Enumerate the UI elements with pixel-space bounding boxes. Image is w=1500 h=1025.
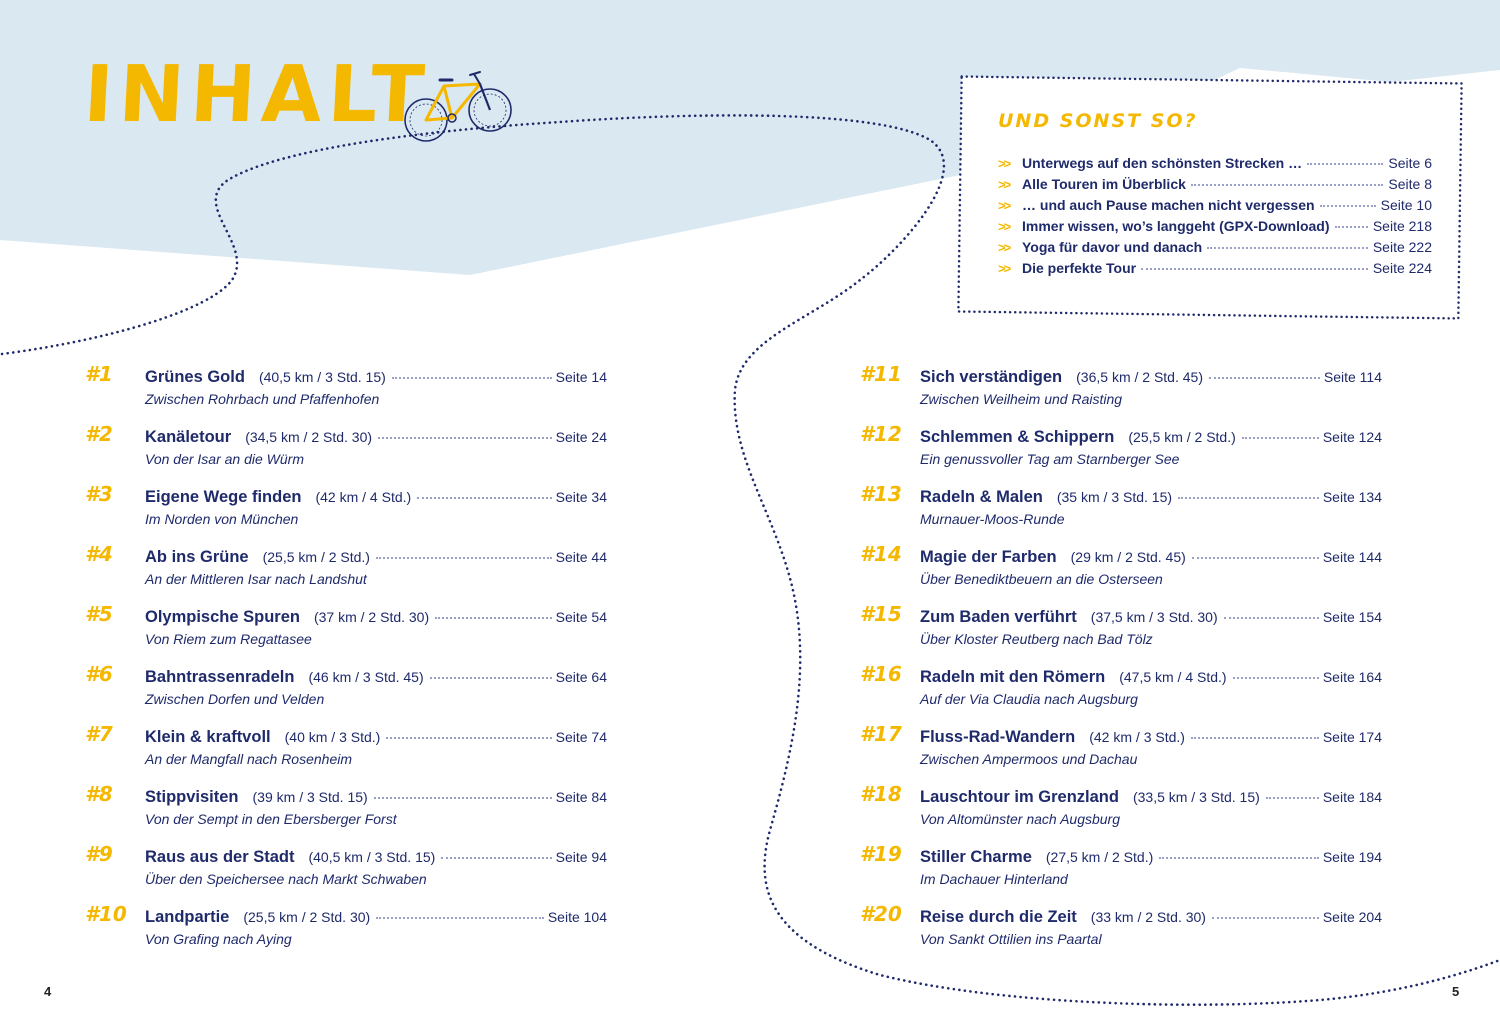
tour-page: Seite 24 [555,429,607,445]
tour-name: Raus aus der Stadt [145,848,295,866]
tour-info: (35 km / 3 Std. 15) [1056,489,1173,505]
dot-leader [430,677,552,679]
tour-subtitle: Von der Sempt in den Ebersberger Forst [145,811,397,827]
tour-name: Klein & kraftvoll [145,728,271,746]
dot-leader [392,377,552,379]
tour-number: #4 [85,542,113,566]
tour-entry[interactable] [85,422,607,478]
dot-leader [1141,268,1368,270]
tour-number: #10 [85,902,127,926]
tour-entry[interactable] [860,422,1382,478]
double-chevron-right-icon: >> [998,177,1010,192]
dot-leader [1192,557,1319,559]
tour-page: Seite 74 [555,729,607,745]
tour-subtitle: Im Norden von München [145,511,299,527]
tour-page: Seite 134 [1322,489,1382,505]
sidebox-item-page: Seite 222 [1372,239,1432,255]
tour-number: #6 [85,662,113,686]
tour-name: Bahntrassenradeln [145,668,295,686]
tour-entry[interactable] [85,902,607,958]
sidebox-item[interactable] [998,218,1432,239]
tour-name: Lauschtour im Grenzland [920,788,1119,806]
tour-name: Sich verständigen [920,368,1063,386]
tour-name: Kanäletour [145,428,232,446]
tour-subtitle: Von Grafing nach Aying [145,931,292,947]
sidebox-item-label: Yoga für davor und danach [1022,239,1203,255]
tour-number: #11 [860,362,902,386]
tour-entry[interactable] [85,842,607,898]
dot-leader [1224,617,1319,619]
page-number-right: 5 [1452,984,1460,999]
tour-subtitle: Im Dachauer Hinterland [920,871,1068,887]
dot-leader [1320,205,1376,207]
tour-page: Seite 64 [555,669,607,685]
tour-name: Reise durch die Zeit [920,908,1077,926]
dot-leader [1266,797,1319,799]
tour-info: (36,5 km / 2 Std. 45) [1076,369,1203,385]
tour-info: (34,5 km / 2 Std. 30) [245,429,373,445]
tour-number: #1 [85,362,113,386]
sidebox-item-label: Immer wissen, wo’s langgeht (GPX-Download) [1022,218,1330,234]
tour-page: Seite 154 [1322,609,1382,625]
double-chevron-right-icon: >> [998,219,1010,234]
tour-number: #15 [860,602,902,626]
tour-name: Radeln mit den Römern [920,668,1106,686]
tour-info: (27,5 km / 2 Std.) [1045,849,1154,865]
sidebox-item-page: Seite 224 [1372,260,1432,276]
tour-entry[interactable] [860,662,1382,718]
tour-page: Seite 84 [555,789,607,805]
dot-leader [441,857,551,859]
tour-entry[interactable] [860,842,1382,898]
tour-info: (37,5 km / 3 Std. 30) [1090,609,1218,625]
tour-info: (40,5 km / 3 Std. 15) [258,369,386,385]
dot-leader [376,917,544,919]
tour-info: (37 km / 2 Std. 30) [313,609,430,625]
tour-entry[interactable] [860,902,1382,958]
tour-entry[interactable] [85,662,607,718]
tour-subtitle: Zwischen Rohrbach und Pfaffenhofen [145,391,380,407]
tour-subtitle: An der Mangfall nach Rosenheim [145,751,353,767]
bicycle-icon [400,66,516,146]
page-title: INHALT [81,50,433,140]
tour-entry[interactable] [860,362,1382,418]
tour-name: Fluss-Rad-Wandern [920,728,1076,746]
tour-number: #5 [85,602,113,626]
dot-leader [1178,497,1319,499]
tour-entry[interactable] [85,782,607,838]
tour-number: #16 [860,662,902,686]
sidebox-item[interactable] [998,260,1432,281]
dot-leader [1233,677,1319,679]
tour-subtitle: Über den Speichersee nach Markt Schwaben [145,871,427,887]
dot-leader [435,617,551,619]
dot-leader [1159,857,1319,859]
dot-leader [1242,437,1319,439]
tour-name: Ab ins Grüne [145,548,249,566]
dot-leader [417,497,551,499]
tour-entry[interactable] [85,602,607,658]
tour-info: (40 km / 3 Std.) [284,729,381,745]
tour-name: Radeln & Malen [920,488,1043,506]
tour-subtitle: Von Altomünster nach Augsburg [920,811,1121,827]
tour-page: Seite 144 [1322,549,1382,565]
tour-entry[interactable] [85,482,607,538]
tour-name: Stiller Charme [920,848,1032,866]
page-number-left: 4 [44,984,52,999]
tour-page: Seite 194 [1322,849,1382,865]
dot-leader [376,557,552,559]
tour-name: Schlemmen & Schippern [920,428,1115,446]
tour-subtitle: Von Sankt Ottilien ins Paartal [920,931,1102,947]
tour-entry[interactable] [860,782,1382,838]
dot-leader [378,437,552,439]
dot-leader [1212,917,1319,919]
tour-page: Seite 204 [1322,909,1382,925]
tour-subtitle: Zwischen Dorfen und Velden [145,691,325,707]
tour-entry[interactable] [85,542,607,598]
tour-subtitle: Über Benediktbeuern an die Osterseen [920,571,1163,587]
tour-page: Seite 164 [1322,669,1382,685]
tour-name: Olympische Spuren [145,608,300,626]
tour-info: (25,5 km / 2 Std.) [262,549,370,565]
dot-leader [1191,737,1319,739]
tour-subtitle: Von der Isar an die Würm [145,451,304,467]
tour-info: (33,5 km / 3 Std. 15) [1132,789,1260,805]
tour-info: (33 km / 2 Std. 30) [1090,909,1206,925]
tour-subtitle: Murnauer-Moos-Runde [920,511,1065,527]
tour-subtitle: Über Kloster Reutberg nach Bad Tölz [920,631,1153,647]
tour-info: (47,5 km / 4 Std.) [1119,669,1227,685]
dot-leader [1207,247,1368,249]
sidebox-item[interactable] [998,239,1432,260]
sidebox-title: UND SONST SO? [998,110,1198,132]
tour-page: Seite 14 [555,369,607,385]
tour-number: #2 [85,422,113,446]
tour-subtitle: Von Riem zum Regattasee [145,631,312,647]
tour-entry[interactable] [85,362,607,418]
dot-leader [386,737,551,739]
sidebox-item-page: Seite 10 [1380,197,1432,213]
tour-info: (39 km / 3 Std. 15) [252,789,368,805]
sidebox-item-label: … und auch Pause machen nicht vergessen [1022,197,1315,213]
double-chevron-right-icon: >> [998,156,1010,171]
double-chevron-right-icon: >> [998,261,1010,276]
tour-number: #7 [85,722,113,746]
tour-number: #20 [860,902,902,926]
dot-leader [1335,226,1368,228]
tour-number: #13 [860,482,902,506]
tour-number: #3 [85,482,113,506]
tour-name: Zum Baden verführt [920,608,1077,626]
dot-leader [1191,184,1384,186]
tour-entry[interactable] [860,542,1382,598]
dot-leader [374,797,552,799]
sidebox-item-page: Seite 218 [1372,218,1432,234]
tour-page: Seite 54 [555,609,607,625]
sidebox-item-page: Seite 8 [1388,176,1432,192]
tour-subtitle: Ein genussvoller Tag am Starnberger See [920,451,1180,467]
tour-name: Magie der Farben [920,548,1057,566]
tour-page: Seite 44 [555,549,607,565]
tour-name: Eigene Wege finden [145,488,302,506]
tour-page: Seite 124 [1322,429,1382,445]
sidebox-item-label: Unterwegs auf den schönsten Strecken … [1022,155,1303,171]
tour-info: (42 km / 4 Std.) [315,489,412,505]
sidebox-item-label: Alle Touren im Überblick [1022,176,1186,192]
tour-page: Seite 174 [1322,729,1382,745]
tour-number: #8 [85,782,113,806]
tour-entry[interactable] [85,722,607,778]
tour-info: (40,5 km / 3 Std. 15) [308,849,436,865]
tour-subtitle: Zwischen Weilheim und Raisting [920,391,1123,407]
tour-subtitle: Auf der Via Claudia nach Augsburg [920,691,1138,707]
tour-info: (25,5 km / 2 Std. 30) [243,909,371,925]
tour-number: #18 [860,782,902,806]
dot-leader [1307,163,1383,165]
tour-name: Landpartie [145,908,230,926]
tour-page: Seite 34 [555,489,607,505]
sidebox-item[interactable] [998,197,1432,218]
tour-entry[interactable] [860,482,1382,538]
tour-page: Seite 114 [1323,369,1382,385]
sidebox-item-page: Seite 6 [1388,155,1432,171]
tour-subtitle: An der Mittleren Isar nach Landshut [145,571,367,587]
dot-leader [1209,377,1320,379]
tour-info: (46 km / 3 Std. 45) [308,669,424,685]
sidebox-item[interactable] [998,155,1432,176]
double-chevron-right-icon: >> [998,240,1010,255]
tour-number: #19 [860,842,902,866]
tour-entry[interactable] [860,602,1382,658]
tour-info: (29 km / 2 Std. 45) [1070,549,1186,565]
double-chevron-right-icon: >> [998,198,1010,213]
sidebox-item-label: Die perfekte Tour [1022,260,1137,276]
tour-name: Grünes Gold [145,368,245,386]
tour-entry[interactable] [860,722,1382,778]
sidebox-item[interactable] [998,176,1432,197]
tour-number: #12 [860,422,902,446]
tour-name: Stippvisiten [145,788,239,806]
tour-subtitle: Zwischen Ampermoos und Dachau [920,751,1138,767]
tour-page: Seite 94 [555,849,607,865]
tour-info: (42 km / 3 Std.) [1089,729,1185,745]
tour-number: #14 [860,542,902,566]
sidebox-list [998,155,1432,281]
tour-info: (25,5 km / 2 Std.) [1128,429,1236,445]
tour-number: #9 [85,842,113,866]
tour-page: Seite 104 [547,909,607,925]
tour-page: Seite 184 [1322,789,1382,805]
tour-number: #17 [860,722,902,746]
